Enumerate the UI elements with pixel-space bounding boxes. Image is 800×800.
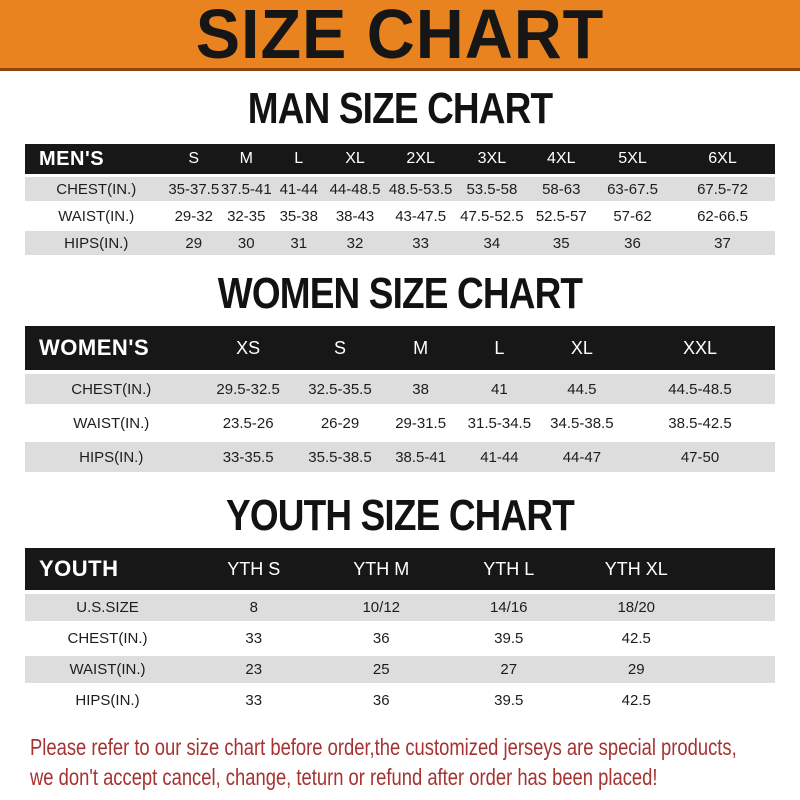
size-cell: 33 [190, 625, 318, 652]
size-cell: 29.5-32.5 [198, 374, 299, 404]
empty-header-cell [700, 548, 775, 590]
size-cell: 10/12 [318, 594, 446, 621]
men-chest-row [25, 177, 775, 201]
size-cell: 44.5 [539, 374, 625, 404]
size-cell: 67.5-72 [670, 177, 775, 201]
size-chart-banner [0, 0, 800, 71]
men-size-table [25, 141, 775, 258]
size-cell: 39.5 [445, 687, 573, 714]
size-col-header: S [168, 144, 221, 174]
size-cell: 38.5-42.5 [625, 408, 775, 438]
empty-cell [700, 625, 775, 652]
size-cell: 32-35 [220, 204, 273, 228]
women-header-label: WOMEN'S [25, 326, 198, 370]
size-col-header: XL [325, 144, 385, 174]
size-cell: 47-50 [625, 442, 775, 472]
youth-ussize-row [25, 594, 775, 621]
youth-hips-row [25, 687, 775, 714]
size-cell: 38-43 [325, 204, 385, 228]
size-cell: 35-38 [273, 204, 326, 228]
row-label: CHEST(IN.) [25, 177, 168, 201]
size-cell: 57-62 [595, 204, 670, 228]
row-label: HIPS(IN.) [25, 687, 190, 714]
youth-size-chart-heading: YOUTH SIZE CHART [226, 491, 574, 540]
youth-chest-row [25, 625, 775, 652]
size-cell: 47.5-52.5 [456, 204, 527, 228]
size-col-header: YTH XL [573, 548, 701, 590]
size-cell: 48.5-53.5 [385, 177, 456, 201]
size-cell: 35-37.5 [168, 177, 221, 201]
size-cell: 42.5 [573, 625, 701, 652]
size-cell: 39.5 [445, 625, 573, 652]
women-waist-row [25, 408, 775, 438]
size-cell: 32 [325, 231, 385, 255]
man-size-chart-heading: MAN SIZE CHART [247, 84, 553, 133]
size-cell: 38.5-41 [381, 442, 460, 472]
size-cell: 33 [190, 687, 318, 714]
size-cell: 18/20 [573, 594, 701, 621]
empty-cell [700, 687, 775, 714]
size-col-header: XXL [625, 326, 775, 370]
size-col-header: 3XL [456, 144, 527, 174]
row-label: U.S.SIZE [25, 594, 190, 621]
size-cell: 58-63 [528, 177, 596, 201]
row-label: HIPS(IN.) [25, 231, 168, 255]
size-cell: 32.5-35.5 [299, 374, 382, 404]
disclaimer-line-1: Please refer to our size chart before order,the customized jerseys are special products, [30, 734, 737, 760]
size-cell: 62-66.5 [670, 204, 775, 228]
youth-header-row [25, 548, 775, 590]
size-cell: 41-44 [460, 442, 539, 472]
youth-waist-row [25, 656, 775, 683]
size-cell: 38 [381, 374, 460, 404]
women-hips-row [25, 442, 775, 472]
size-cell: 35.5-38.5 [299, 442, 382, 472]
row-label: WAIST(IN.) [25, 204, 168, 228]
size-cell: 43-47.5 [385, 204, 456, 228]
size-cell: 27 [445, 656, 573, 683]
size-cell: 37 [670, 231, 775, 255]
size-cell: 36 [595, 231, 670, 255]
size-cell: 42.5 [573, 687, 701, 714]
size-col-header: YTH M [318, 548, 446, 590]
size-col-header: 2XL [385, 144, 456, 174]
men-hips-row [25, 231, 775, 255]
size-cell: 23.5-26 [198, 408, 299, 438]
size-col-header: M [381, 326, 460, 370]
men-header-label: MEN'S [25, 144, 168, 174]
youth-size-table [25, 544, 775, 718]
size-cell: 44.5-48.5 [625, 374, 775, 404]
size-cell: 41 [460, 374, 539, 404]
size-cell: 29-31.5 [381, 408, 460, 438]
row-label: WAIST(IN.) [25, 408, 198, 438]
women-header-row [25, 326, 775, 370]
size-col-header: 5XL [595, 144, 670, 174]
size-col-header: XS [198, 326, 299, 370]
size-cell: 33 [385, 231, 456, 255]
size-col-header: YTH S [190, 548, 318, 590]
size-cell: 41-44 [273, 177, 326, 201]
size-cell: 52.5-57 [528, 204, 596, 228]
size-cell: 29-32 [168, 204, 221, 228]
size-col-header: S [299, 326, 382, 370]
size-cell: 31.5-34.5 [460, 408, 539, 438]
size-cell: 44-48.5 [325, 177, 385, 201]
men-waist-row [25, 204, 775, 228]
women-chest-row [25, 374, 775, 404]
size-cell: 14/16 [445, 594, 573, 621]
size-col-header: L [273, 144, 326, 174]
size-cell: 44-47 [539, 442, 625, 472]
size-cell: 31 [273, 231, 326, 255]
size-col-header: L [460, 326, 539, 370]
size-cell: 30 [220, 231, 273, 255]
size-col-header: M [220, 144, 273, 174]
women-size-table [25, 322, 775, 476]
size-cell: 33-35.5 [198, 442, 299, 472]
size-col-header: YTH L [445, 548, 573, 590]
size-col-header: 4XL [528, 144, 596, 174]
row-label: CHEST(IN.) [25, 625, 190, 652]
size-cell: 34.5-38.5 [539, 408, 625, 438]
size-cell: 29 [573, 656, 701, 683]
row-label: CHEST(IN.) [25, 374, 198, 404]
size-cell: 63-67.5 [595, 177, 670, 201]
size-cell: 8 [190, 594, 318, 621]
empty-cell [700, 656, 775, 683]
size-cell: 36 [318, 625, 446, 652]
size-cell: 35 [528, 231, 596, 255]
disclaimer-note [30, 732, 737, 792]
empty-cell [700, 594, 775, 621]
women-size-chart-heading: WOMEN SIZE CHART [217, 269, 583, 318]
row-label: WAIST(IN.) [25, 656, 190, 683]
size-cell: 26-29 [299, 408, 382, 438]
size-col-header: 6XL [670, 144, 775, 174]
size-cell: 25 [318, 656, 446, 683]
men-header-row [25, 144, 775, 174]
size-cell: 29 [168, 231, 221, 255]
size-cell: 23 [190, 656, 318, 683]
banner-title: SIZE CHART [195, 0, 605, 73]
size-cell: 36 [318, 687, 446, 714]
size-cell: 34 [456, 231, 527, 255]
disclaimer-line-2: we don't accept cancel, change, teturn or refund after order has been placed! [30, 764, 658, 790]
size-col-header: XL [539, 326, 625, 370]
size-cell: 37.5-41 [220, 177, 273, 201]
youth-header-label: YOUTH [25, 548, 190, 590]
size-cell: 53.5-58 [456, 177, 527, 201]
row-label: HIPS(IN.) [25, 442, 198, 472]
